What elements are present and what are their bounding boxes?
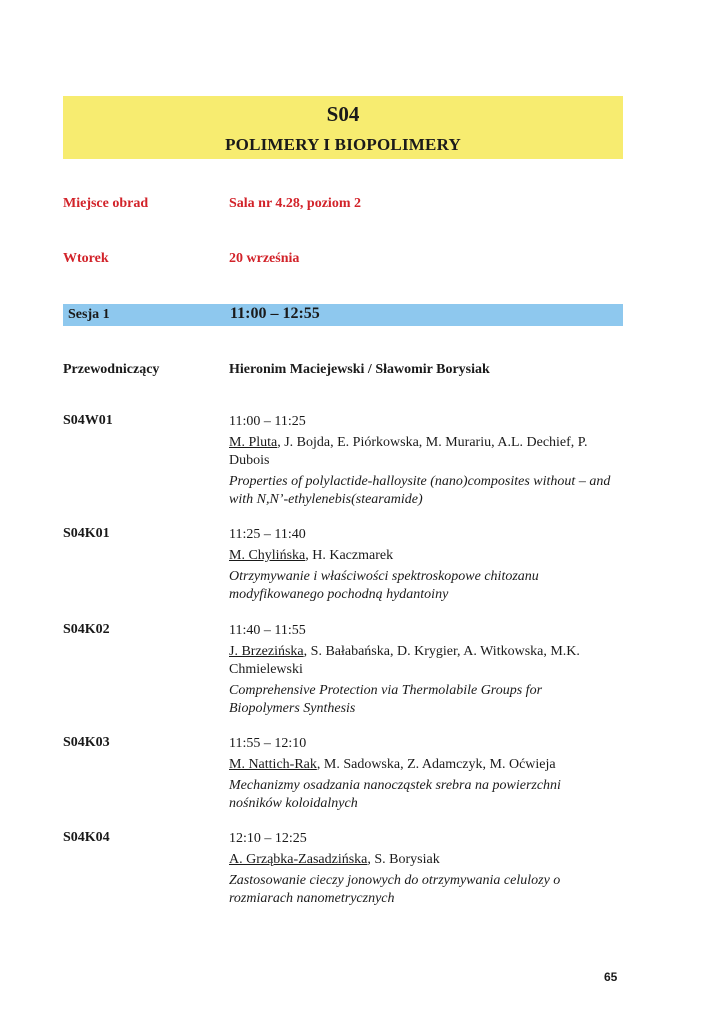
talk-time: 11:40 – 11:55 — [229, 623, 306, 638]
day-value: 20 września — [229, 251, 300, 266]
talk-id: S04W01 — [63, 413, 113, 428]
talk-authors — [229, 851, 614, 869]
talk-presenter: M. Nattich-Rak — [229, 757, 317, 772]
talk-presenter: M. Pluta — [229, 435, 278, 450]
talk-coauthors: , S. Borysiak — [367, 852, 440, 867]
talk-title: Mechanizmy osadzania nanocząstek srebra na powierzchni nośników koloidalnych — [229, 778, 561, 811]
talk-title: Zastosowanie cieczy jonowych do otrzymywania celulozy o rozmiarach nanometrycznych — [229, 873, 561, 906]
page-number: 65 — [604, 970, 618, 984]
chairs-value: Hieronim Maciejewski / Sławomir Borysiak — [229, 362, 490, 377]
talk-title: Properties of polylactide-halloysite (nano)composites without – and with N,N’-ethylenebis(stearamide) — [229, 474, 611, 507]
talk-coauthors: , M. Sadowska, Z. Adamczyk, M. Oćwieja — [316, 757, 556, 772]
section-title: POLIMERY I BIOPOLIMERY — [225, 135, 461, 154]
talk-entry — [229, 622, 614, 718]
talk-id: S04K04 — [63, 830, 110, 845]
talk-authors — [229, 434, 614, 470]
talk-entry — [229, 735, 614, 813]
session-bar — [63, 304, 623, 326]
talk-authors — [229, 643, 614, 679]
session-time: 11:00 – 12:55 — [230, 305, 320, 322]
talk-presenter: M. Chylińska — [229, 548, 306, 563]
talk-entry — [229, 526, 614, 604]
talk-time: 12:10 – 12:25 — [229, 831, 307, 846]
talk-time: 11:25 – 11:40 — [229, 527, 306, 542]
talk-presenter: A. Grząbka-Zasadzińska — [229, 852, 368, 867]
talk-coauthors: , H. Kaczmarek — [305, 548, 394, 563]
section-banner — [63, 96, 623, 159]
talk-coauthors: , S. Bałabańska, D. Krygier, A. Witkowska, M.K. Chmielewski — [229, 644, 580, 677]
talk-entry — [229, 830, 614, 908]
talk-title: Otrzymywanie i właściwości spektroskopowe chitozanu modyfikowanego pochodną hydantoiny — [229, 569, 539, 602]
venue-value: Sala nr 4.28, poziom 2 — [229, 196, 361, 211]
talk-id: S04K01 — [63, 526, 110, 541]
talk-authors — [229, 756, 614, 774]
talk-authors — [229, 547, 614, 565]
session-label: Sesja 1 — [68, 307, 110, 322]
talk-title: Comprehensive Protection via Thermolabile Groups for Biopolymers Synthesis — [229, 683, 543, 716]
talk-coauthors: , J. Bojda, E. Piórkowska, M. Murariu, A.L. Dechief, P. Dubois — [229, 435, 588, 468]
talk-time: 11:55 – 12:10 — [229, 736, 307, 751]
talk-id: S04K02 — [63, 622, 110, 637]
talk-id: S04K03 — [63, 735, 110, 750]
section-code: S04 — [326, 102, 360, 126]
talk-entry — [229, 413, 614, 509]
day-label: Wtorek — [63, 251, 109, 266]
venue-label: Miejsce obrad — [63, 196, 149, 211]
talk-time: 11:00 – 11:25 — [229, 414, 306, 429]
talk-presenter: J. Brzezińska — [229, 644, 304, 659]
chairs-label: Przewodniczący — [63, 362, 160, 377]
